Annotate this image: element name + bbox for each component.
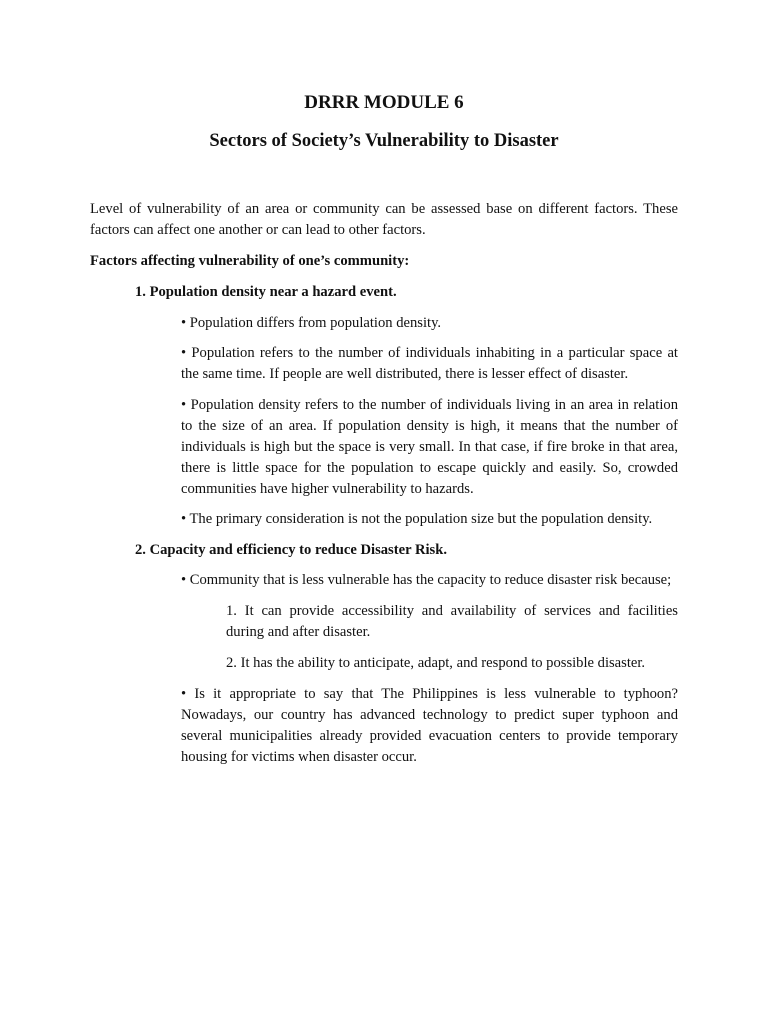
section-2-subitem-2: 2. It has the ability to anticipate, adapt, and respond to possible disaster. [226, 655, 646, 671]
section-1-bullet-2: • Population refers to the number of individuals inhabiting in a particular space at the same time. If people are well distributed, there is lesser effect of disaster. [181, 345, 678, 382]
section-1-bullet-3: • Population density refers to the number of individuals living in an area in relation to the size of an area. If population density is high, it means that the number of individuals is high but the space is very small. In that case, if fire broke in that area, there is little space for the population to escape quickly and easily. So, crowded communities have higher vulnerability to hazards. [181, 397, 678, 497]
section-2-bullet-intro: • Community that is less vulnerable has the capacity to reduce disaster risk because; [181, 572, 672, 588]
section-1-heading: 1. Population density near a hazard event. [135, 284, 397, 300]
section-2-subitem-1: 1. It can provide accessibility and availability of services and facilities during and after disaster. [226, 603, 678, 640]
section-1-bullet-4: • The primary consideration is not the population size but the population density. [181, 511, 653, 527]
section-1-bullet-1: • Population differs from population density. [181, 315, 442, 331]
document-title: DRRR MODULE 6 [304, 92, 464, 113]
section-2-heading: 2. Capacity and efficiency to reduce Disaster Risk. [135, 542, 447, 558]
factors-heading: Factors affecting vulnerability of one’s community: [90, 253, 410, 269]
section-2-bullet-question: • Is it appropriate to say that The Philippines is less vulnerable to typhoon? Nowadays, our country has advanced technology to predict super typhoon and several municipalities already provided evacuation centers to provide temporary housing for victims when disaster occur. [181, 686, 678, 765]
document-subtitle: Sectors of Society’s Vulnerability to Disaster [209, 131, 559, 151]
intro-paragraph: Level of vulnerability of an area or community can be assessed base on different factors. These factors can affect one another or can lead to other factors. [90, 201, 678, 238]
